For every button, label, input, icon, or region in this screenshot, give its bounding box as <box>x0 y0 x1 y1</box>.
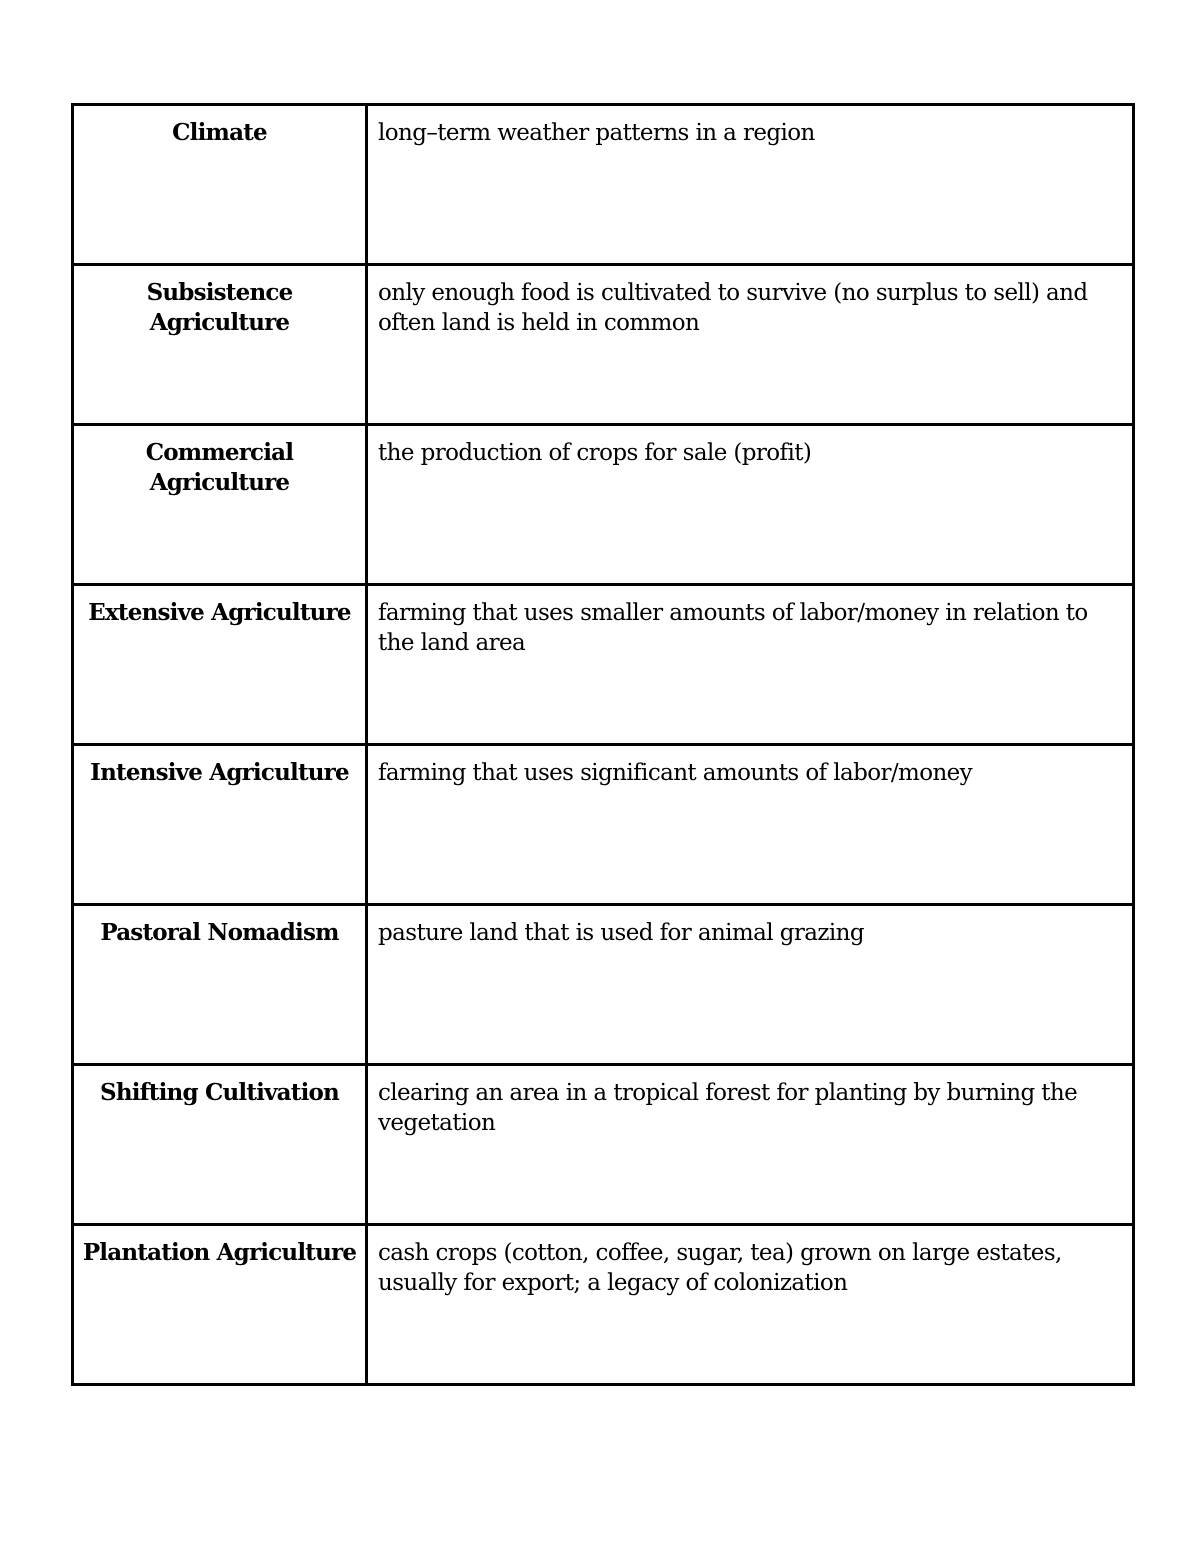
table-row <box>73 425 1134 585</box>
term-cell: Plantation Agriculture <box>73 1225 367 1385</box>
term-cell: Pastoral Nomadism <box>73 905 367 1065</box>
definition-cell: only enough food is cultivated to survive (no surplus to sell) and often land is held in common <box>367 265 1134 425</box>
table-row <box>73 265 1134 425</box>
term-cell: Subsistence Agriculture <box>73 265 367 425</box>
table-row <box>73 745 1134 905</box>
table-row <box>73 105 1134 265</box>
definition-cell: clearing an area in a tropical forest for planting by burning the vegetation <box>367 1065 1134 1225</box>
definition-cell: pasture land that is used for animal grazing <box>367 905 1134 1065</box>
table-row <box>73 905 1134 1065</box>
term-cell: Commercial Agriculture <box>73 425 367 585</box>
definition-cell: long–term weather patterns in a region <box>367 105 1134 265</box>
definition-cell: farming that uses significant amounts of labor/money <box>367 745 1134 905</box>
term-cell: Intensive Agriculture <box>73 745 367 905</box>
table-row <box>73 1065 1134 1225</box>
term-cell: Shifting Cultivation <box>73 1065 367 1225</box>
definition-cell: cash crops (cotton, coffee, sugar, tea) grown on large estates, usually for export; a legacy of colonization <box>367 1225 1134 1385</box>
table-row <box>73 1225 1134 1385</box>
definition-cell: farming that uses smaller amounts of labor/money in relation to the land area <box>367 585 1134 745</box>
term-cell: Extensive Agriculture <box>73 585 367 745</box>
definition-cell: the production of crops for sale (profit) <box>367 425 1134 585</box>
table-row <box>73 585 1134 745</box>
term-cell: Climate <box>73 105 367 265</box>
vocabulary-table <box>71 103 1135 1386</box>
